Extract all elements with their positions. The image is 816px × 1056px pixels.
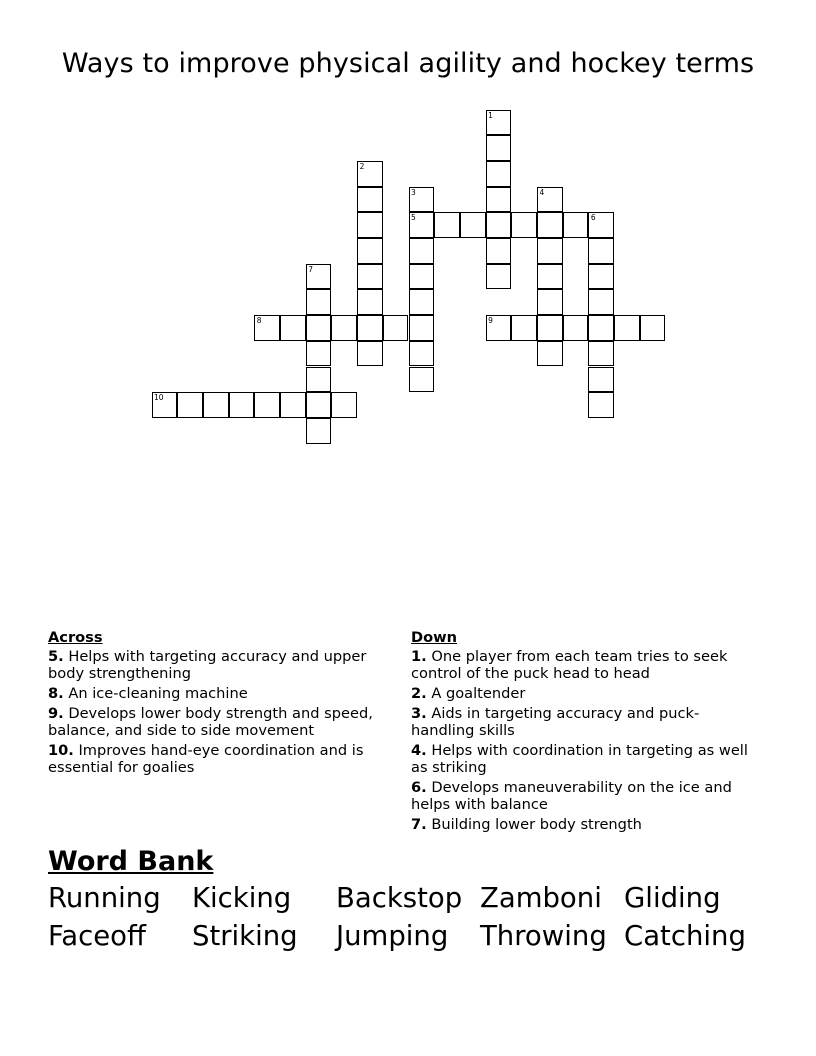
- grid-cell[interactable]: [409, 264, 435, 290]
- grid-cell[interactable]: [306, 264, 332, 290]
- crossword-grid: [0, 0, 816, 460]
- grid-cell[interactable]: [486, 161, 512, 187]
- grid-cell[interactable]: [588, 392, 614, 418]
- down-clue: [411, 705, 751, 739]
- grid-cell[interactable]: [331, 392, 357, 418]
- grid-cell[interactable]: [409, 289, 435, 315]
- clue-number: 9.: [48, 705, 64, 722]
- clue-number: 4.: [411, 742, 427, 759]
- clue-number: 2.: [411, 685, 427, 702]
- across-clue: [48, 648, 388, 682]
- cell-number: 2: [359, 161, 365, 171]
- down-clue: [411, 779, 751, 813]
- clue-text: Building lower body strength: [431, 816, 642, 833]
- grid-cell[interactable]: [409, 367, 435, 393]
- word-bank-word: Kicking: [192, 882, 292, 914]
- cell-number: 9: [488, 316, 493, 326]
- grid-cell[interactable]: [588, 264, 614, 290]
- clue-number: 1.: [411, 648, 427, 665]
- across-clues: [48, 629, 388, 779]
- down-clue: [411, 816, 751, 833]
- grid-cell[interactable]: [203, 392, 229, 418]
- grid-cell[interactable]: [537, 264, 563, 290]
- grid-cell[interactable]: [409, 187, 435, 213]
- grid-cell[interactable]: [357, 341, 383, 367]
- clue-number: 5.: [48, 648, 64, 665]
- across-clue: [48, 685, 388, 702]
- word-bank-word: Catching: [624, 920, 746, 952]
- clue-text: Improves hand-eye coordination and is essential for goalies: [48, 742, 364, 776]
- cell-number: 1: [488, 110, 493, 120]
- cell-number: 10: [154, 393, 164, 403]
- grid-cell[interactable]: [254, 315, 280, 341]
- word-bank-word: Gliding: [624, 882, 721, 914]
- across-clue: [48, 705, 388, 739]
- down-heading: Down: [411, 629, 458, 646]
- clue-number: 3.: [411, 705, 427, 722]
- cell-number: 7: [308, 264, 313, 274]
- grid-cell[interactable]: [306, 367, 332, 393]
- grid-cell[interactable]: [409, 238, 435, 264]
- clue-number: 8.: [48, 685, 64, 702]
- puzzle-title: Ways to improve physical agility and hockey terms: [61, 48, 755, 79]
- grid-cell[interactable]: [306, 341, 332, 367]
- grid-cell[interactable]: [588, 367, 614, 393]
- down-clue: [411, 648, 751, 682]
- grid-cell[interactable]: [486, 315, 512, 341]
- cell-number: 5: [411, 213, 416, 223]
- clue-text: One player from each team tries to seek control of the puck head to head: [411, 648, 728, 682]
- grid-cell[interactable]: [357, 289, 383, 315]
- grid-cell[interactable]: [306, 392, 332, 418]
- grid-cell[interactable]: [409, 212, 435, 238]
- clue-number: 7.: [411, 816, 427, 833]
- grid-cell[interactable]: [280, 392, 306, 418]
- clue-text: Aids in targeting accuracy and puck-handling skills: [411, 705, 700, 739]
- grid-cell[interactable]: [511, 315, 537, 341]
- grid-cell[interactable]: [588, 341, 614, 367]
- down-clues: [411, 629, 751, 836]
- grid-cell[interactable]: [511, 212, 537, 238]
- grid-cell[interactable]: [357, 187, 383, 213]
- grid-cell[interactable]: [588, 289, 614, 315]
- word-bank-word: Throwing: [480, 920, 607, 952]
- grid-cell[interactable]: [537, 289, 563, 315]
- word-bank-word: Striking: [192, 920, 298, 952]
- grid-cell[interactable]: [331, 315, 357, 341]
- grid-cell[interactable]: [357, 161, 383, 187]
- grid-cell[interactable]: [563, 212, 589, 238]
- across-heading: Across: [48, 629, 103, 646]
- clue-text: An ice-cleaning machine: [68, 685, 248, 702]
- word-bank-word: Running: [48, 882, 161, 914]
- word-bank-word: Backstop: [336, 882, 463, 914]
- grid-cell[interactable]: [409, 315, 435, 341]
- grid-cell[interactable]: [280, 315, 306, 341]
- word-bank-word: Zamboni: [480, 882, 602, 914]
- grid-cell[interactable]: [537, 238, 563, 264]
- cell-number: 6: [590, 213, 596, 223]
- cell-number: 3: [411, 187, 416, 197]
- grid-cell[interactable]: [537, 315, 563, 341]
- grid-cell[interactable]: [537, 341, 563, 367]
- down-clue: [411, 685, 751, 702]
- grid-cell[interactable]: [486, 264, 512, 290]
- across-clue: [48, 742, 388, 776]
- grid-cell[interactable]: [640, 315, 666, 341]
- word-bank-word: Jumping: [336, 920, 449, 952]
- grid-cell[interactable]: [357, 264, 383, 290]
- clue-text: Develops lower body strength and speed, balance, and side to side movement: [48, 705, 373, 739]
- grid-cell[interactable]: [537, 212, 563, 238]
- grid-cell[interactable]: [152, 392, 178, 418]
- grid-cell[interactable]: [229, 392, 255, 418]
- clue-number: 6.: [411, 779, 427, 796]
- grid-cell[interactable]: [460, 212, 486, 238]
- word-bank-word: Faceoff: [48, 920, 146, 952]
- grid-cell[interactable]: [357, 315, 383, 341]
- grid-cell[interactable]: [537, 187, 563, 213]
- word-bank: [48, 882, 768, 958]
- grid-cell[interactable]: [486, 238, 512, 264]
- clue-number: 10.: [48, 742, 74, 759]
- grid-cell[interactable]: [409, 341, 435, 367]
- word-bank-title: Word Bank: [48, 846, 214, 877]
- grid-cell[interactable]: [306, 418, 332, 444]
- grid-cell[interactable]: [486, 212, 512, 238]
- grid-cell[interactable]: [306, 289, 332, 315]
- grid-cell[interactable]: [486, 135, 512, 161]
- clue-text: Develops maneuverability on the ice and helps with balance: [411, 779, 732, 813]
- grid-cell[interactable]: [383, 315, 409, 341]
- grid-cell[interactable]: [563, 315, 589, 341]
- grid-cell[interactable]: [357, 238, 383, 264]
- grid-cell[interactable]: [486, 110, 512, 136]
- grid-cell[interactable]: [254, 392, 280, 418]
- down-clue: [411, 742, 751, 776]
- clue-text: A goaltender: [431, 685, 526, 702]
- cell-number: 8: [256, 316, 262, 326]
- grid-cell[interactable]: [588, 315, 614, 341]
- grid-cell[interactable]: [486, 187, 512, 213]
- grid-cell[interactable]: [306, 315, 332, 341]
- grid-cell[interactable]: [177, 392, 203, 418]
- grid-cell[interactable]: [588, 212, 614, 238]
- grid-cell[interactable]: [357, 212, 383, 238]
- grid-cell[interactable]: [434, 212, 460, 238]
- clue-text: Helps with coordination in targeting as well as striking: [411, 742, 748, 776]
- grid-cell[interactable]: [588, 238, 614, 264]
- cell-number: 4: [539, 187, 545, 197]
- grid-cell[interactable]: [614, 315, 640, 341]
- clue-text: Helps with targeting accuracy and upper body strengthening: [48, 648, 367, 682]
